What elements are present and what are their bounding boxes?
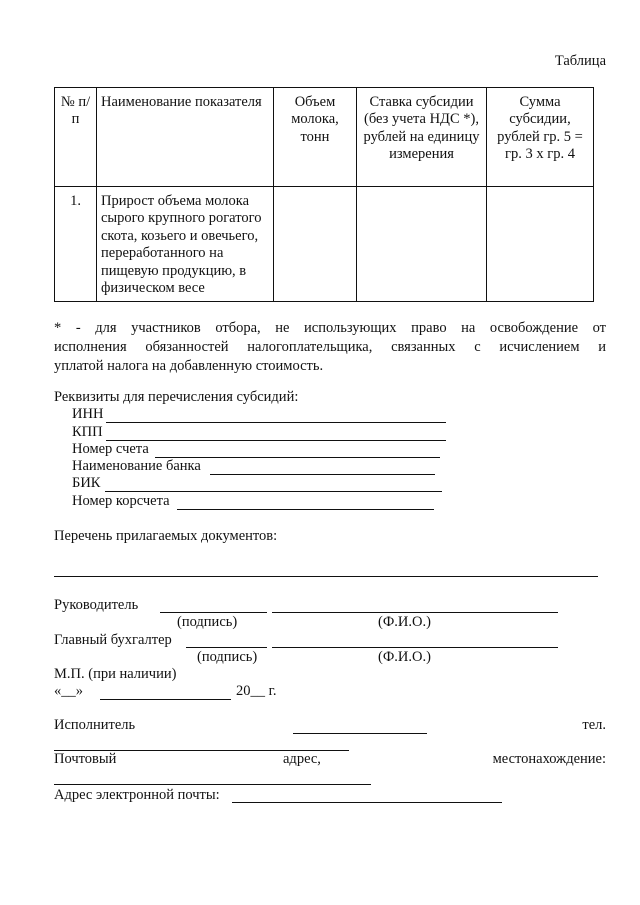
subsidy-table xyxy=(54,87,594,302)
kpp-field[interactable] xyxy=(106,440,446,441)
table-label: Таблица xyxy=(554,53,606,69)
head-name-field[interactable] xyxy=(272,612,558,613)
table-header-row xyxy=(55,88,594,187)
documents-title: Перечень прилагаемых документов: xyxy=(54,528,278,544)
head-sign-caption: (подпись) xyxy=(177,614,238,630)
footnote-line-1: * - для участников отбора, не использующих право на освобождение от xyxy=(54,320,606,336)
header-cell-volume: Объем молока, тонн xyxy=(274,88,357,187)
inn-field[interactable] xyxy=(106,422,446,423)
head-signature-field[interactable] xyxy=(160,612,267,613)
accountant-sign-caption: (подпись) xyxy=(197,649,258,665)
bik-label: БИК xyxy=(72,475,101,491)
footnote-line-3: уплатой налога на добавленную стоимость. xyxy=(54,357,324,374)
header-cell-indicator: Наименование показателя xyxy=(97,88,274,187)
row-volume-cell[interactable] xyxy=(274,187,357,302)
email-label: Адрес электронной почты: xyxy=(54,787,220,803)
bik-field[interactable] xyxy=(105,491,442,492)
date-day: «__» xyxy=(54,683,83,699)
header-cell-number: № п/п xyxy=(55,88,97,187)
email-field[interactable] xyxy=(232,802,502,803)
postal-word-3: местонахождение: xyxy=(492,751,606,767)
footnote xyxy=(54,319,606,376)
phone-label: тел. xyxy=(582,717,606,733)
corr-account-field[interactable] xyxy=(177,509,434,510)
stamp-label: М.П. (при наличии) xyxy=(54,666,177,682)
executor-label: Исполнитель xyxy=(54,717,136,733)
row-indicator-cell: Прирост объема молока сырого крупного рогатого скота, козьего и овечьего, переработанного на пищевую продукцию, в физическом весе xyxy=(97,187,274,302)
bank-name-field[interactable] xyxy=(210,474,435,475)
corr-account-label: Номер корсчета xyxy=(72,493,170,509)
row-rate-cell[interactable] xyxy=(357,187,487,302)
date-year: 20__ г. xyxy=(236,683,277,699)
postal-address-field[interactable] xyxy=(54,784,371,785)
kpp-label: КПП xyxy=(72,424,103,440)
head-name-caption: (Ф.И.О.) xyxy=(378,614,431,630)
footnote-line-2: исполнения обязанностей налогоплательщика, связанных с исчислением и xyxy=(54,338,606,355)
account-number-label: Номер счета xyxy=(72,441,149,457)
header-cell-rate: Ставка субсидии (без учета НДС *), рублей на единицу измерения xyxy=(357,88,487,187)
requisites-title: Реквизиты для перечисления субсидий: xyxy=(54,389,299,405)
table-row xyxy=(55,187,594,302)
accountant-name-field[interactable] xyxy=(272,647,558,648)
accountant-label: Главный бухгалтер xyxy=(54,632,172,648)
row-sum-cell[interactable] xyxy=(487,187,594,302)
executor-field[interactable] xyxy=(293,733,427,734)
row-number-cell: 1. xyxy=(55,187,97,302)
date-month-field[interactable] xyxy=(100,699,231,700)
inn-label: ИНН xyxy=(72,406,104,422)
postal-word-2: адрес, xyxy=(283,751,321,767)
accountant-signature-field[interactable] xyxy=(186,647,267,648)
postal-word-1: Почтовый xyxy=(54,751,117,767)
header-cell-sum: Сумма субсидии, рублей гр. 5 = гр. 3 x гр. 4 xyxy=(487,88,594,187)
bank-name-label: Наименование банка xyxy=(72,458,201,474)
head-label: Руководитель xyxy=(54,597,139,613)
documents-field[interactable] xyxy=(54,576,598,577)
accountant-name-caption: (Ф.И.О.) xyxy=(378,649,431,665)
